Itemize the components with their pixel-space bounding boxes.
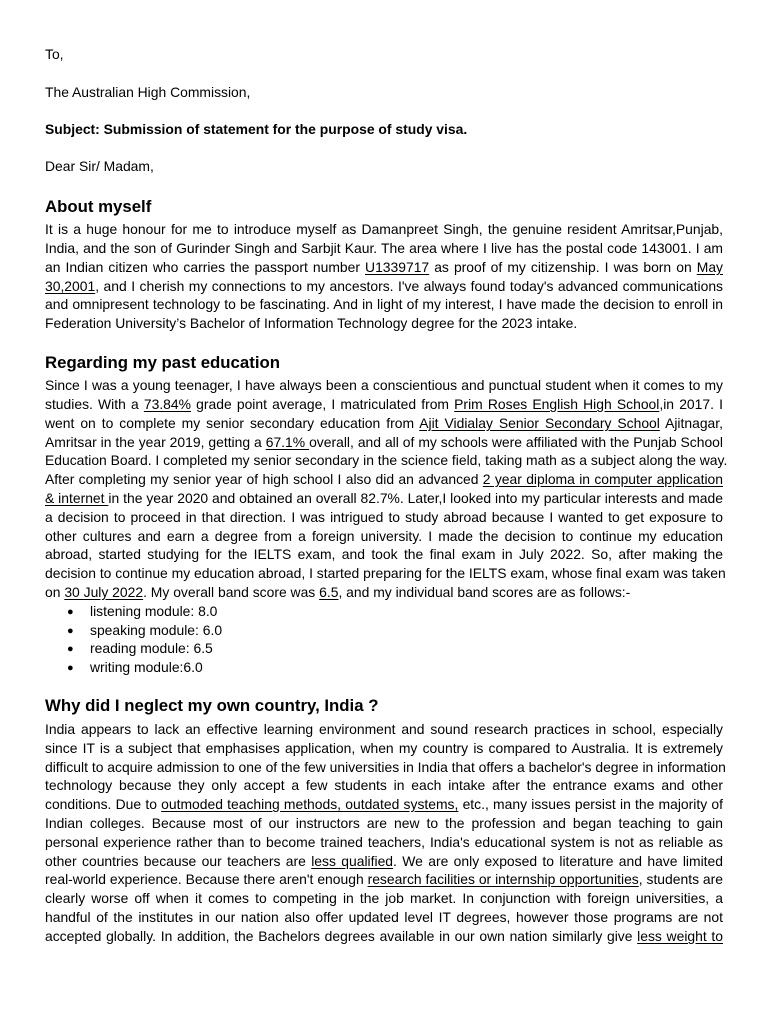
underlined-phrase: less qualified xyxy=(311,853,394,869)
about-line-6: Federation University’s Bachelor of Information Technology degree for the 2023 intake. xyxy=(45,315,578,331)
recipient-line: The Australian High Commission, xyxy=(45,84,251,100)
text-span: real-world experience. Because there aren't enough xyxy=(45,871,368,887)
text-span: etc., many issues persist in the majority of xyxy=(458,796,723,812)
band-list-item xyxy=(67,639,707,659)
greeting-line: Dear Sir/ Madam, xyxy=(45,158,154,174)
india-line-5 xyxy=(45,795,723,814)
senior-percentage: 67.1% xyxy=(265,434,310,450)
bullet-icon: ● xyxy=(67,625,74,637)
text-span: in the year 2020 and obtained an overall 82.7%. Later,I looked into my particular interests and made xyxy=(108,490,723,506)
underlined-phrase: less weight to xyxy=(637,928,723,944)
salutation-to: To, xyxy=(45,46,64,62)
education-heading: Regarding my past education xyxy=(45,353,280,372)
india-line-9 xyxy=(45,870,723,889)
text-span: . We are only exposed to literature and have limited xyxy=(393,853,723,869)
underlined-phrase: outmoded teaching methods, outdated systems, xyxy=(161,796,459,812)
gpa-value: 73.84% xyxy=(143,396,191,412)
text-span: ,in 2017. I xyxy=(659,396,723,412)
band-list-item xyxy=(67,658,707,678)
band-text: reading module: 6.5 xyxy=(90,640,213,656)
diploma-part-1: 2 year diploma in computer application xyxy=(482,471,723,487)
education-line-11: decision to continue my education abroad, I started preparing for the IELTS exam, whose final exam was taken xyxy=(45,565,726,581)
text-span: as proof of my citizenship. I was born on xyxy=(429,259,697,275)
band-text: listening module: 8.0 xyxy=(90,603,218,619)
education-line-9: other cultures and earn a degree from a foreign university. I made the decision to continue my education xyxy=(45,528,723,544)
education-line-2 xyxy=(45,395,723,414)
text-span: an Indian citizen who carries the passport number xyxy=(45,259,366,275)
about-line-5: and omnipresent technology to be fascinating. And in light of my interest, I have made the decision to enroll in xyxy=(45,296,723,312)
india-line-4: technology because they only accept a few students in each intake after the entrance exams and other xyxy=(45,777,723,793)
ielts-date: 30 July 2022 xyxy=(64,584,144,600)
education-line-1: Since I was a young teenager, I have always been a conscientious and punctual student when it comes to my xyxy=(45,377,723,393)
india-line-3: difficult to acquire admission to one of the few universities in India that offers a bachelor's degree in information xyxy=(45,759,726,775)
about-line-2: India, and the son of Gurinder Singh and Sarbjit Kaur. The area where I live has the postal code 143001. I am xyxy=(45,240,723,256)
subject-line: Subject: Submission of statement for the purpose of study visa. xyxy=(45,121,468,137)
india-line-1: India appears to lack an effective learning environment and sound research practices in school, especially xyxy=(45,721,723,737)
education-line-6 xyxy=(45,470,723,489)
education-line-10: abroad, started studying for the IELTS exam, and took the final exam in July 2022. So, after making the xyxy=(45,546,723,562)
text-span: grade point average, I matriculated from xyxy=(191,396,455,412)
education-line-4 xyxy=(45,433,723,452)
education-line-12 xyxy=(45,583,723,602)
india-line-7: personal experience rather than to become trained teachers, India's educational system is not as reliable as xyxy=(45,834,723,850)
about-heading: About myself xyxy=(45,197,152,216)
high-school-name: Prim Roses English High School xyxy=(454,396,660,412)
text-span: , and I cherish my connections to my ancestors. I've always found today's advanced communications xyxy=(95,278,723,294)
about-line-4 xyxy=(45,277,723,296)
text-span: After completing my senior year of high school I also did an advanced xyxy=(45,471,483,487)
india-line-12 xyxy=(45,927,723,946)
band-list-item xyxy=(67,602,707,622)
underlined-phrase: research facilities or internship opportunities xyxy=(367,871,639,887)
passport-number: U1339717 xyxy=(365,259,430,275)
text-span: Ajitnagar, xyxy=(659,415,724,431)
india-line-11: handful of the institutes in our nation also offer updated level IT degrees, however those programs are not xyxy=(45,909,723,925)
text-span: other countries because our teachers are xyxy=(45,853,312,869)
education-line-7 xyxy=(45,489,723,508)
birth-date-part-1: May xyxy=(696,259,723,275)
band-text: speaking module: 6.0 xyxy=(90,622,223,638)
text-span: . My overall band score was xyxy=(143,584,320,600)
india-heading: Why did I neglect my own country, India ? xyxy=(45,696,379,715)
education-line-3 xyxy=(45,414,723,433)
text-span: , students are xyxy=(638,871,723,887)
text-span: conditions. Due to xyxy=(45,796,162,812)
about-line-3 xyxy=(45,258,723,277)
ielts-overall-score: 6.5 xyxy=(319,584,339,600)
text-span: Amritsar in the year 2019, getting a xyxy=(45,434,266,450)
band-list-item xyxy=(67,621,707,641)
india-line-2: since IT is a subject that emphasises application, when my country is compared to Australia. It is extremely xyxy=(45,740,723,756)
education-line-5: Education Board. I completed my senior secondary in the science field, taking math as a subject along the way. xyxy=(45,452,728,468)
india-line-10: clearly worse off when it comes to competing in the job market. In conjunction with foreign universities, a xyxy=(45,890,723,906)
india-line-6: Indian colleges. Because most of our instructors are new to the profession and began teaching to gain xyxy=(45,815,723,831)
bullet-icon: ● xyxy=(67,606,74,618)
senior-school-name: Ajit Vidialay Senior Secondary School xyxy=(419,415,660,431)
text-span: studies. With a xyxy=(45,396,144,412)
about-line-1: It is a huge honour for me to introduce myself as Damanpreet Singh, the genuine resident Amritsar,Punjab, xyxy=(45,221,723,237)
diploma-part-2: & internet xyxy=(45,490,109,506)
bullet-icon: ● xyxy=(67,662,74,674)
text-span: , and my individual band scores are as follows:- xyxy=(338,584,631,600)
bullet-icon: ● xyxy=(67,643,74,655)
education-line-8: a decision to proceed in that direction. I was intrigued to study abroad because I wanted to get exposure to xyxy=(45,509,723,525)
birth-date-part-2: 30,2001 xyxy=(45,278,96,294)
india-line-8 xyxy=(45,852,723,871)
band-text: writing module:6.0 xyxy=(90,659,203,675)
text-span: on xyxy=(45,584,65,600)
text-span: overall, and all of my schools were affiliated with the Punjab School xyxy=(309,434,723,450)
text-span: went on to complete my senior secondary education from xyxy=(45,415,420,431)
text-span: accepted globally. In addition, the Bachelors degrees available in our own nation similarly give xyxy=(45,928,638,944)
